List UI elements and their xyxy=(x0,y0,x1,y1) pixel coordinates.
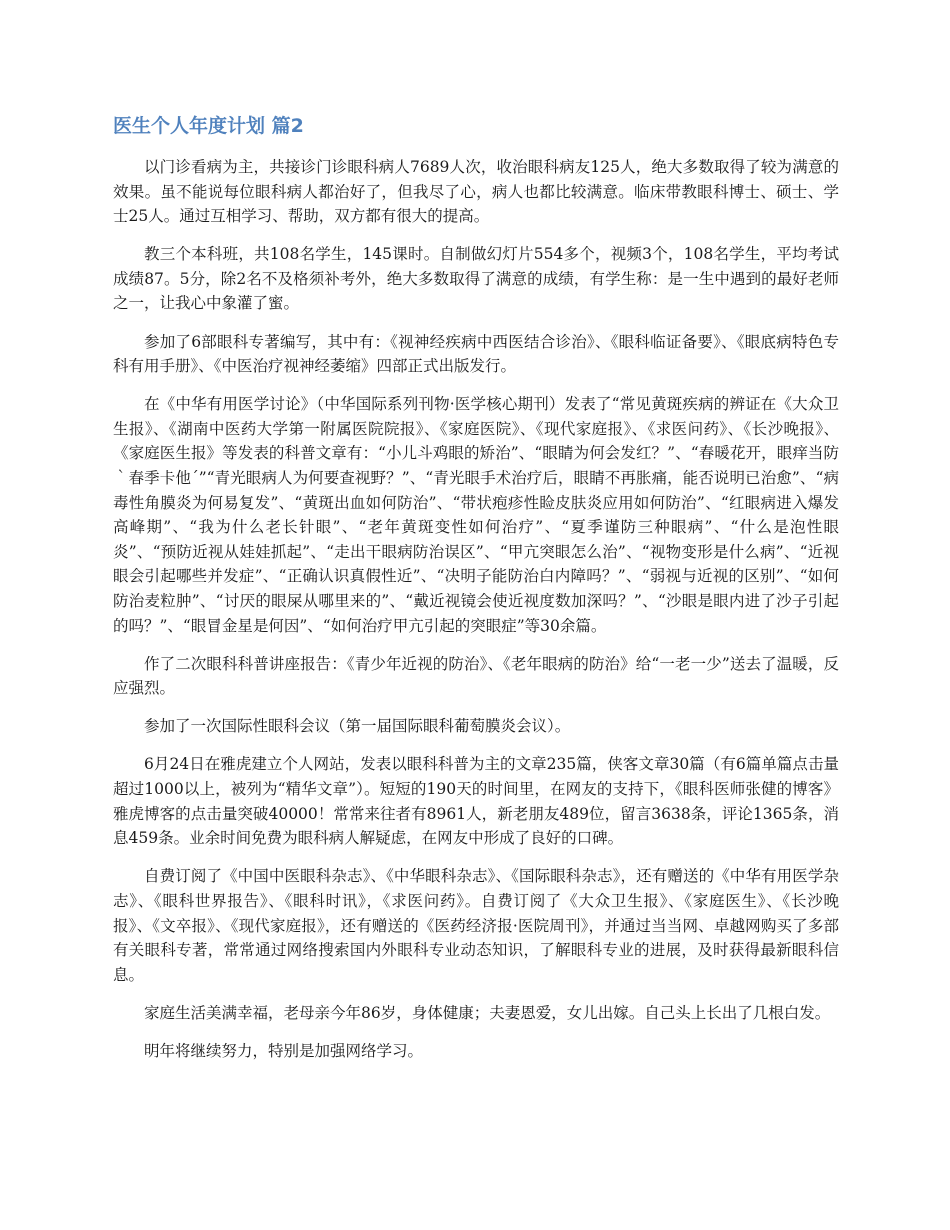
paragraph-publications: 在《中华有用医学讨论》（中华国际系列刊物·医学核心期刊）发表了“常见黄斑疾病的辨证在《大众卫生报》、《湖南中医药大学第一附属医院院报》、《家庭医院》、《现代家庭报》、《求医问药》、《长沙晚报》、《家庭医生报》等发表的科普文章有：“小儿斗鸡眼的矫治”、“眼睛为何会发红？”、“春暖花开，眼痒当防｀春季卡他´”“青光眼病人为何要查视野？”、“青光眼手术治疗后，眼睛不再胀痛，能否说明已治愈”、“病毒性角膜炎为何易复发”、“黄斑出血如何防治”、“带状疱疹性睑皮肤炎应用如何防治”、“红眼病进入爆发高峰期”、“我为什么老长针眼”、“老年黄斑变性如何治疗”、“夏季谨防三种眼病”、“什么是泡性眼炎”、“预防近视从娃娃抓起”、“走出干眼病防治误区”、“甲亢突眼怎么治”、“视物变形是什么病”、“近视眼会引起哪些并发症”、“正确认识真假性近”、“决明子能防治白内障吗？”、“弱视与近视的区别”、“如何防治麦粒肿”、“讨厌的眼屎从哪里来的”、“戴近视镜会使近视度数加深吗？”、“沙眼是眼内进了沙子引起的吗？”、“眼冒金星是何因”、“如何治疗甲亢引起的突眼症”等30余篇。 xyxy=(113,395,839,635)
paragraph-subscriptions: 自费订阅了《中国中医眼科杂志》、《中华眼科杂志》、《国际眼科杂志》，还有赠送的《中华有用医学杂志》、《眼科世界报告》、《眼科时讯》，《求医问药》。自费订阅了《大众卫生报》、《家庭医生》、《长沙晚报》、《文卒报》、《现代家庭报》，还有赠送的《医药经济报·医院周刊》，并通过当当网、卓越网购买了多部有关眼科专著，常常通过网络搜索国内外眼科专业动态知识，了解眼科专业的进展，及时获得最新眼科信息。 xyxy=(113,867,839,984)
paragraph-family: 家庭生活美满幸福，老母亲今年86岁，身体健康；夫妻恩爱，女儿出嫁。自己头上长出了几根白发。 xyxy=(144,1003,831,1022)
document-page xyxy=(113,113,839,1077)
document-title: 医生个人年度计划 篇2 xyxy=(113,115,304,137)
paragraph-conference: 参加了一次国际性眼科会议（第一届国际眼科葡萄膜炎会议）。 xyxy=(144,717,571,736)
paragraph-clinical-work: 以门诊看病为主，共接诊门诊眼科病人7689人次，收治眼科病友125人，绝大多数取得了较为满意的效果。虽不能说每位眼科病人都治好了，但我尽了心，病人也都比较满意。临床带教眼科博士、硕士、学士25人。通过互相学习、帮助，双方都有很大的提高。 xyxy=(113,158,839,226)
paragraph-monographs: 参加了6部眼科专著编写，其中有：《视神经疾病中西医结合诊治》、《眼科临证备要》、《眼底病特色专科有用手册》、《中医治疗视神经萎缩》四部正式出版发行。 xyxy=(113,332,839,376)
paragraph-lectures: 作了二次眼科科普讲座报告：《青少年近视的防治》、《老年眼病的防治》给“一老一少”送去了温暖，反应强烈。 xyxy=(113,654,839,698)
paragraph-next-year: 明年将继续努力，特别是加强网络学习。 xyxy=(144,1041,424,1060)
paragraph-website: 6月24日在雅虎建立个人网站，发表以眼科科普为主的文章235篇，侠客文章30篇（有6篇单篇点击量超过1000以上，被列为“精华文章”）。短短的190天的时间里，在网友的支持下，《眼科医师张健的博客》雅虎博客的点击量突破40000！常常来往者有8961人，新老朋友489位，留言3638条，评论1365条，消息459条。业余时间免费为眼科病人解疑虑，在网友中形成了良好的口碑。 xyxy=(113,755,839,848)
paragraph-teaching: 教三个本科班，共108名学生，145课时。自制做幻灯片554多个，视频3个，108名学生，平均考试成绩87。5分，除2名不及格须补考外，绝大多数取得了满意的成绩，有学生称：是一生中遇到的最好老师之一，让我心中象灌了蜜。 xyxy=(113,245,839,313)
